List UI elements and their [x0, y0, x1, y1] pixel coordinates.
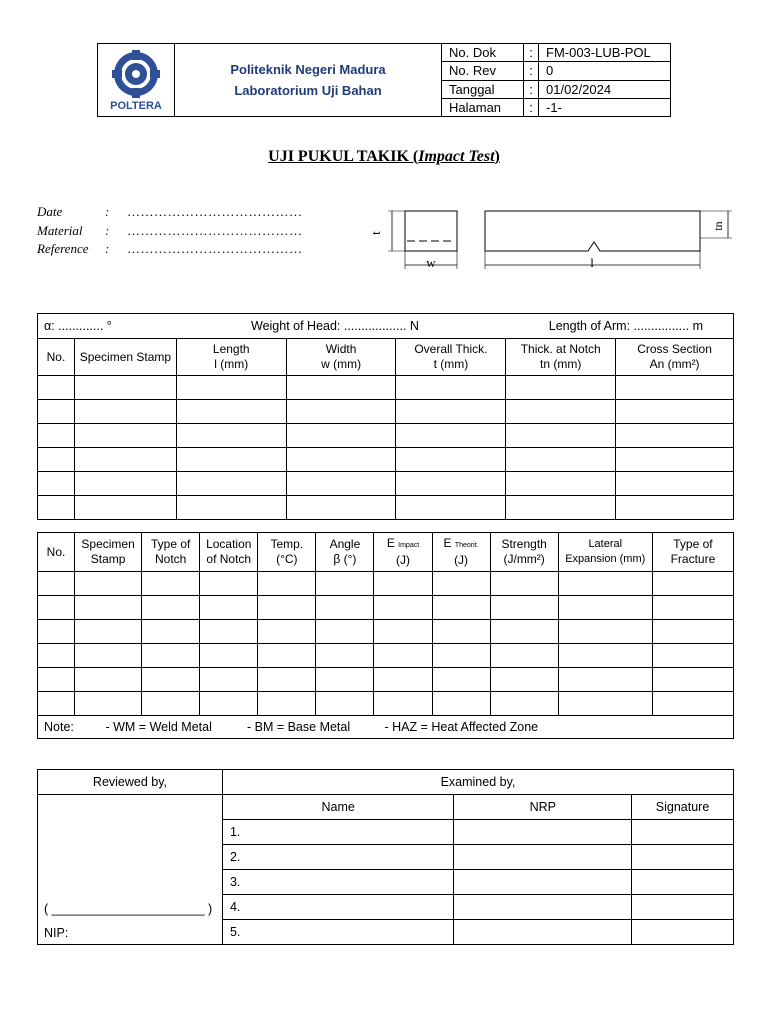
info-key: Reference	[37, 241, 89, 256]
meta-sep: :	[524, 62, 539, 80]
nrp-header: NRP	[454, 795, 632, 820]
table1-header-row	[38, 339, 734, 376]
note-row	[38, 716, 734, 739]
weight-field[interactable]: Weight of Head: .................. N	[251, 319, 419, 333]
info-value-reference[interactable]: …………………………………	[127, 241, 303, 256]
info-row-reference	[37, 240, 303, 259]
meta-sep: :	[524, 98, 539, 116]
info-sep: :	[105, 204, 110, 219]
col-header: Specimen Stamp	[74, 339, 176, 376]
table-row[interactable]	[38, 376, 734, 400]
info-key: Material	[37, 222, 83, 238]
impact-results-table	[37, 532, 734, 739]
poltera-logo-icon	[103, 46, 169, 112]
reviewer-nip: NIP:	[44, 926, 69, 940]
signature-header: Signature	[632, 795, 734, 820]
reviewer-signature-cell[interactable]	[38, 795, 223, 945]
table-row[interactable]	[38, 472, 734, 496]
table-row[interactable]	[38, 572, 734, 596]
meta-key: Tanggal	[442, 80, 524, 98]
meta-sep: :	[524, 80, 539, 98]
table2-header-row	[38, 533, 734, 572]
cross-section-rect	[405, 211, 457, 251]
table-row[interactable]	[38, 400, 734, 424]
alpha-field[interactable]: α: ............. °	[44, 319, 112, 333]
col-header: Specimen Stamp	[75, 533, 142, 572]
table-row[interactable]	[38, 620, 734, 644]
examined-by-label: Examined by,	[222, 770, 733, 795]
l-label: l	[590, 255, 594, 270]
info-row-date	[37, 203, 303, 222]
table-row[interactable]	[38, 448, 734, 472]
w-label: w	[426, 255, 436, 270]
meta-value-doc-no: FM-003-LUB-POL	[539, 44, 671, 62]
note-bm: - BM = Base Metal	[246, 719, 351, 734]
arm-length-field[interactable]: Length of Arm: ................ m	[548, 319, 703, 333]
note-label: Note:	[44, 719, 74, 734]
reviewed-by-label: Reviewed by,	[38, 770, 223, 795]
info-sep: :	[105, 241, 110, 256]
meta-key: Halaman	[442, 98, 524, 116]
col-header: E Impact (J)	[374, 533, 432, 572]
signature-table	[37, 769, 734, 945]
col-header: E Theorit. (J)	[432, 533, 490, 572]
col-header: Overall Thick. t (mm)	[396, 339, 506, 376]
examiner-row[interactable]: 3.	[38, 870, 734, 895]
col-header: Type of Notch	[142, 533, 200, 572]
col-header: Location of Notch	[200, 533, 258, 572]
col-header: Temp. (°C)	[258, 533, 316, 572]
col-header: No.	[38, 533, 75, 572]
col-header: Length l (mm)	[176, 339, 286, 376]
document-header	[97, 43, 671, 117]
test-parameters-row	[38, 314, 734, 339]
longitudinal-view	[485, 211, 700, 251]
col-header: Lateral Expansion (mm)	[558, 533, 652, 572]
table-row[interactable]	[38, 692, 734, 716]
examiner-row[interactable]: 2.	[38, 845, 734, 870]
col-header: Strength (J/mm²)	[490, 533, 558, 572]
col-header: Type of Fracture	[652, 533, 733, 572]
logo-cell	[98, 44, 175, 117]
info-key: Date	[37, 204, 63, 219]
info-row-material	[37, 222, 303, 241]
examiner-row[interactable]: 4.	[38, 895, 734, 920]
table-row[interactable]	[38, 496, 734, 520]
meta-key: No. Rev	[442, 62, 524, 80]
institution-name: Politeknik Negeri Madura	[230, 62, 386, 77]
t-label: t	[368, 231, 383, 235]
specimen-diagram	[370, 204, 740, 276]
meta-value-rev: 0	[539, 62, 671, 80]
meta-value-page: -1-	[539, 98, 671, 116]
note-wm: - WM = Weld Metal	[105, 719, 212, 734]
col-header: Cross Section An (mm²)	[616, 339, 734, 376]
logo-text: POLTERA	[110, 99, 162, 112]
col-header: Thick. at Notch tn (mm)	[506, 339, 616, 376]
note-haz: - HAZ = Heat Affected Zone	[384, 719, 539, 734]
col-header: Angle β (°)	[316, 533, 374, 572]
info-value-material[interactable]: …………………………………	[127, 222, 303, 238]
table-row[interactable]	[38, 596, 734, 620]
info-value-date[interactable]: …………………………………	[127, 204, 303, 219]
meta-key: No. Dok	[442, 44, 524, 62]
col-header: No.	[38, 339, 75, 376]
col-header: Width w (mm)	[286, 339, 396, 376]
examiner-row[interactable]: 1.	[38, 820, 734, 845]
meta-value-date: 01/02/2024	[539, 80, 671, 98]
table-row[interactable]	[38, 644, 734, 668]
page-title: UJI PUKUL TAKIK (Impact Test)	[268, 148, 500, 165]
examiner-row[interactable]: 5.	[38, 920, 734, 945]
info-sep: :	[105, 222, 110, 238]
tn-label: tn	[711, 221, 725, 231]
table-row[interactable]	[38, 424, 734, 448]
name-header: Name	[222, 795, 454, 820]
institution-cell	[175, 44, 442, 117]
info-fields	[37, 203, 303, 259]
specimen-dimension-table	[37, 313, 734, 520]
table-row[interactable]	[38, 668, 734, 692]
lab-name: Laboratorium Uji Bahan	[234, 83, 382, 98]
reviewer-sign-line: ( ______________________ )	[44, 902, 213, 916]
meta-sep: :	[524, 44, 539, 62]
